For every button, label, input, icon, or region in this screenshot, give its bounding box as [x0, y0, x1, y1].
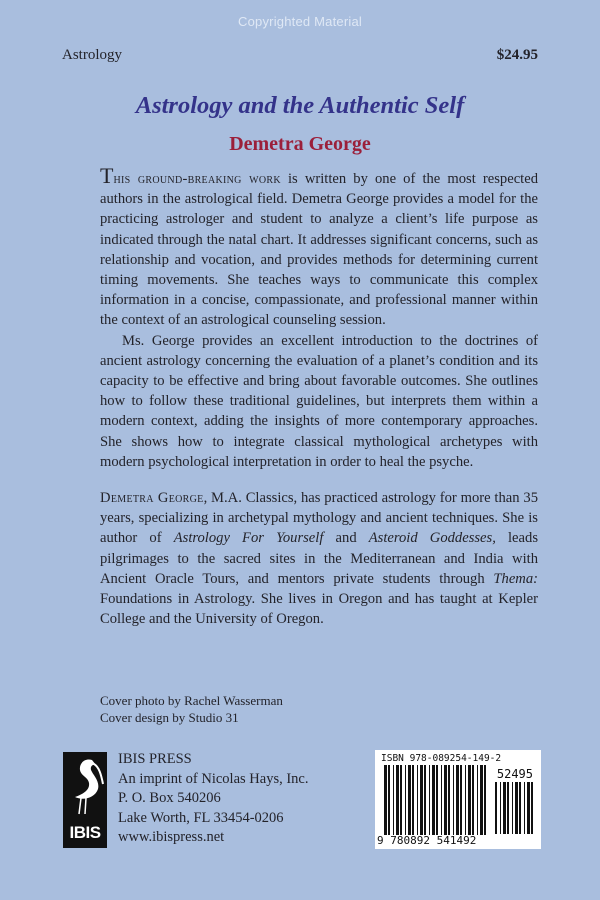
barcode-bar: [448, 765, 450, 835]
back-cover-description: [100, 163, 538, 629]
barcode-bar: [519, 782, 521, 834]
addon-barcode-bars: [494, 782, 536, 834]
barcode-bar: [441, 765, 442, 835]
barcode-bar: [453, 765, 454, 835]
barcode-bar: [465, 765, 466, 835]
design-credit: Cover design by Studio 31: [100, 710, 239, 725]
price-label: $24.95: [496, 47, 538, 63]
isbn-number: ISBN 978-089254-149-2: [381, 753, 502, 764]
barcode-bar: [527, 782, 530, 834]
bio-text-1: , M.A. Classics, has practiced astrology for more than 35 years, specializing in archetypal mythology and ancient techniques. She is author of: [100, 490, 538, 547]
barcode-bar: [456, 765, 459, 835]
author-bio: [100, 488, 538, 629]
book-title-2: Asteroid Goddesses,: [368, 530, 496, 547]
book-title-1: Astrology For Yourself: [173, 530, 324, 547]
price-code: 52495: [496, 767, 533, 781]
barcode-bar: [432, 765, 435, 835]
drop-cap: T: [100, 163, 114, 188]
barcode-bar: [472, 765, 474, 835]
bio-author-name: Demetra George: [100, 490, 204, 507]
description-paragraph-2: Ms. George provides an excellent introduction to the doctrines of ancient astrology concerning the evaluation of a planet’s condition and its capacity to be effective and bring about favorable outcomes. She outlines how to follow these traditional guidelines, but interprets them within a modern context, adding the insights of more contemporary approaches. She shows how to integrate classical mythological archetypes with modern psychological interpretation in order to heal the psyche.: [100, 332, 538, 470]
publisher-city: Lake Worth, FL 33454-0206: [118, 809, 284, 826]
ean-digits: 9 780892 541492: [377, 834, 477, 847]
barcode-bar: [495, 782, 497, 834]
bio-and: and: [323, 530, 369, 547]
barcode-bar: [512, 782, 513, 834]
paragraph-1-text: is written by one of the most respected authors in the astrological field. Demetra George provides a model for the practicing astrologer and student to analyze a client’s life purpose as indicated through the natal chart. It addresses significant concerns, such as relationship and vocation, and provides methods for determining current timing movements. She teaches ways to communicate this complex information in a concise, compassionate, and professional manner within the context of an astrological counseling session.: [100, 171, 538, 329]
barcode-bar: [503, 782, 506, 834]
author-name: Demetra George: [229, 133, 371, 155]
program-title: Thema:: [493, 570, 538, 587]
barcode-bar: [400, 765, 402, 835]
barcode-bar: [408, 765, 411, 835]
barcode-bar: [500, 782, 501, 834]
barcode-bar: [384, 765, 387, 835]
barcode-bar: [420, 765, 423, 835]
barcode-bar: [417, 765, 418, 835]
barcode-bar: [444, 765, 447, 835]
barcode-bar: [429, 765, 430, 835]
barcode-bar: [468, 765, 471, 835]
ean-barcode-bars: [383, 765, 491, 835]
book-title: Astrology and the Authentic Self: [135, 92, 465, 119]
copyright-watermark: Copyrighted Material: [238, 14, 362, 29]
bio-text-3: Foundations in Astrology. She lives in Oregon and has taught at Kepler College and the University of Oregon.: [100, 591, 538, 628]
publisher-info: [118, 750, 308, 848]
logo-wordmark: IBIS: [69, 823, 101, 842]
barcode-bar: [524, 782, 525, 834]
barcode-bar: [436, 765, 438, 835]
category-label: Astrology: [62, 47, 122, 63]
smallcaps-lead: his ground-breaking work: [113, 171, 281, 187]
barcode-bar: [460, 765, 462, 835]
publisher-imprint: An imprint of Nicolas Hays, Inc.: [118, 770, 309, 787]
barcode-bar: [424, 765, 426, 835]
bio-text-2: leads pilgrimages to the sacred sites in the Mediterranean and India with Ancient Oracle Tours, and mentors private students through: [100, 530, 538, 587]
description-paragraph-1: [100, 163, 538, 331]
ibis-bird-icon: [63, 754, 107, 820]
barcode-bar: [388, 765, 390, 835]
barcode-bar: [515, 782, 518, 834]
cover-credits: [100, 692, 283, 726]
barcode-bar: [531, 782, 533, 834]
ibis-logo: [63, 752, 107, 848]
barcode-bar: [405, 765, 406, 835]
barcode-bar: [477, 765, 478, 835]
barcode-bar: [393, 765, 394, 835]
publisher-po-box: P. O. Box 540206: [118, 790, 221, 806]
barcode-bar: [412, 765, 414, 835]
barcode-bar: [484, 765, 486, 835]
isbn-barcode: [375, 750, 541, 849]
barcode-bar: [396, 765, 399, 835]
publisher-name: IBIS PRESS: [118, 751, 192, 767]
publisher-website: www.ibispress.net: [118, 829, 225, 845]
barcode-bar: [480, 765, 483, 835]
photo-credit: Cover photo by Rachel Wasserman: [100, 693, 283, 708]
barcode-bar: [507, 782, 509, 834]
